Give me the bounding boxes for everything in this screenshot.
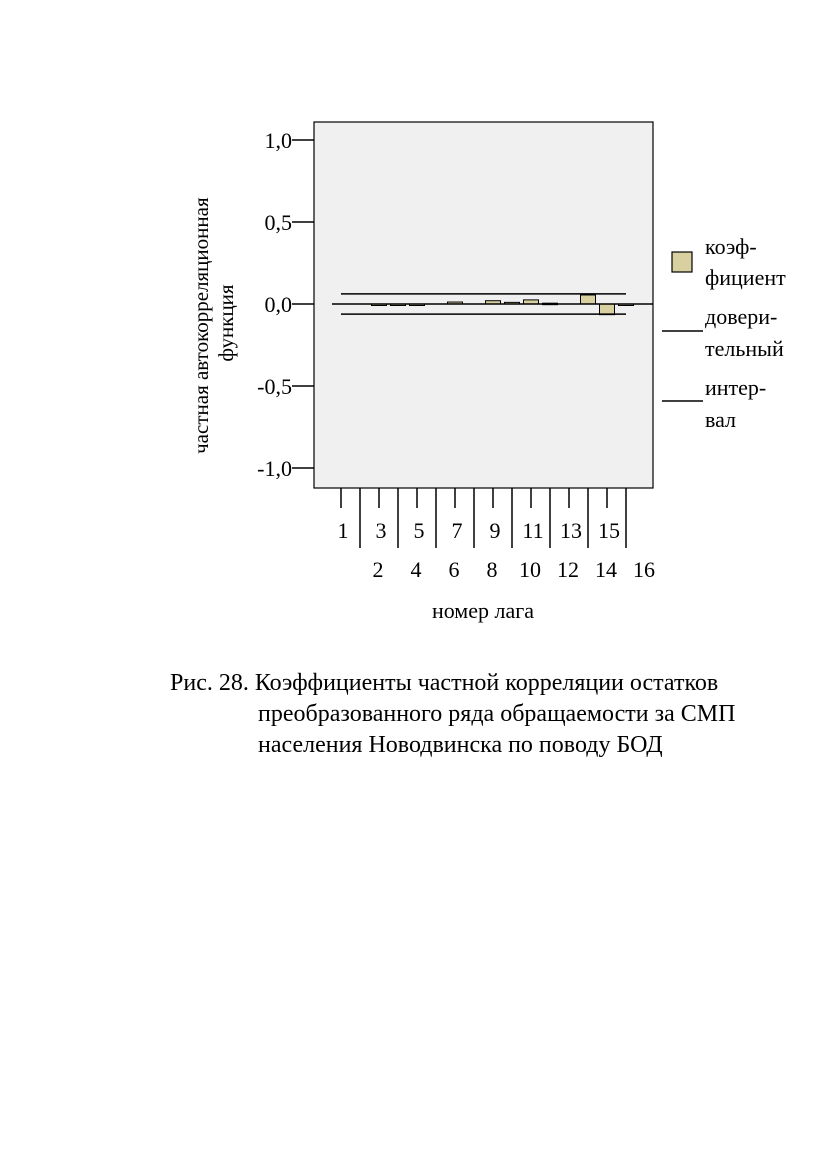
bar-lag-15 — [600, 304, 615, 315]
y-tick-label: -0,5 — [257, 374, 292, 399]
x-axis — [338, 488, 656, 582]
legend-bar-swatch — [672, 252, 692, 272]
x-tick-label-1: 1 — [337, 518, 349, 543]
x-tick-label-13: 13 — [560, 518, 582, 543]
legend-bar-label-line2: фициент — [705, 265, 786, 290]
legend-line-label-line1: довери- — [705, 304, 778, 329]
x-tick-label-3: 3 — [375, 518, 387, 543]
legend-bar-label-line1: коэф- — [705, 234, 757, 259]
figure-caption — [170, 668, 820, 761]
legend-line-label-line2: тельный — [705, 336, 784, 361]
x-tick-label-5: 5 — [413, 518, 425, 543]
x-tick-label-4: 4 — [410, 557, 422, 582]
y-axis — [257, 128, 314, 481]
x-tick-label-11: 11 — [522, 518, 544, 543]
caption-line-1: Рис. 28. Коэффициенты частной корреляции остатков — [170, 670, 719, 696]
x-tick-label-15: 15 — [598, 518, 620, 543]
y-tick-label: 1,0 — [264, 128, 292, 153]
x-tick-label-2: 2 — [372, 557, 384, 582]
x-tick-label-14: 14 — [595, 557, 617, 582]
y-tick-label: 0,5 — [264, 210, 292, 235]
x-tick-label-16: 16 — [633, 557, 655, 582]
legend — [662, 234, 786, 432]
y-axis-label-line1: частная автокорреляционная — [189, 197, 213, 454]
x-tick-label-7: 7 — [451, 518, 463, 543]
y-tick-label: 0,0 — [264, 292, 292, 317]
legend-line-label-line4: вал — [705, 407, 737, 432]
y-axis-label — [189, 192, 238, 454]
x-tick-label-6: 6 — [448, 557, 460, 582]
bar-lag-14 — [581, 295, 596, 304]
x-axis-label: номер лага — [431, 598, 535, 623]
legend-line-label-line3: интер- — [705, 375, 767, 400]
x-tick-label-9: 9 — [489, 518, 501, 543]
x-tick-label-8: 8 — [486, 557, 498, 582]
x-tick-label-12: 12 — [557, 557, 579, 582]
x-tick-label-10: 10 — [519, 557, 541, 582]
caption-line-2: преобразованного ряда обращаемости за СМП — [258, 701, 736, 727]
y-axis-label-line2: функция — [214, 284, 238, 362]
y-tick-label: -1,0 — [257, 456, 292, 481]
caption-line-3: населения Новодвинска по поводу БОД — [258, 732, 663, 758]
